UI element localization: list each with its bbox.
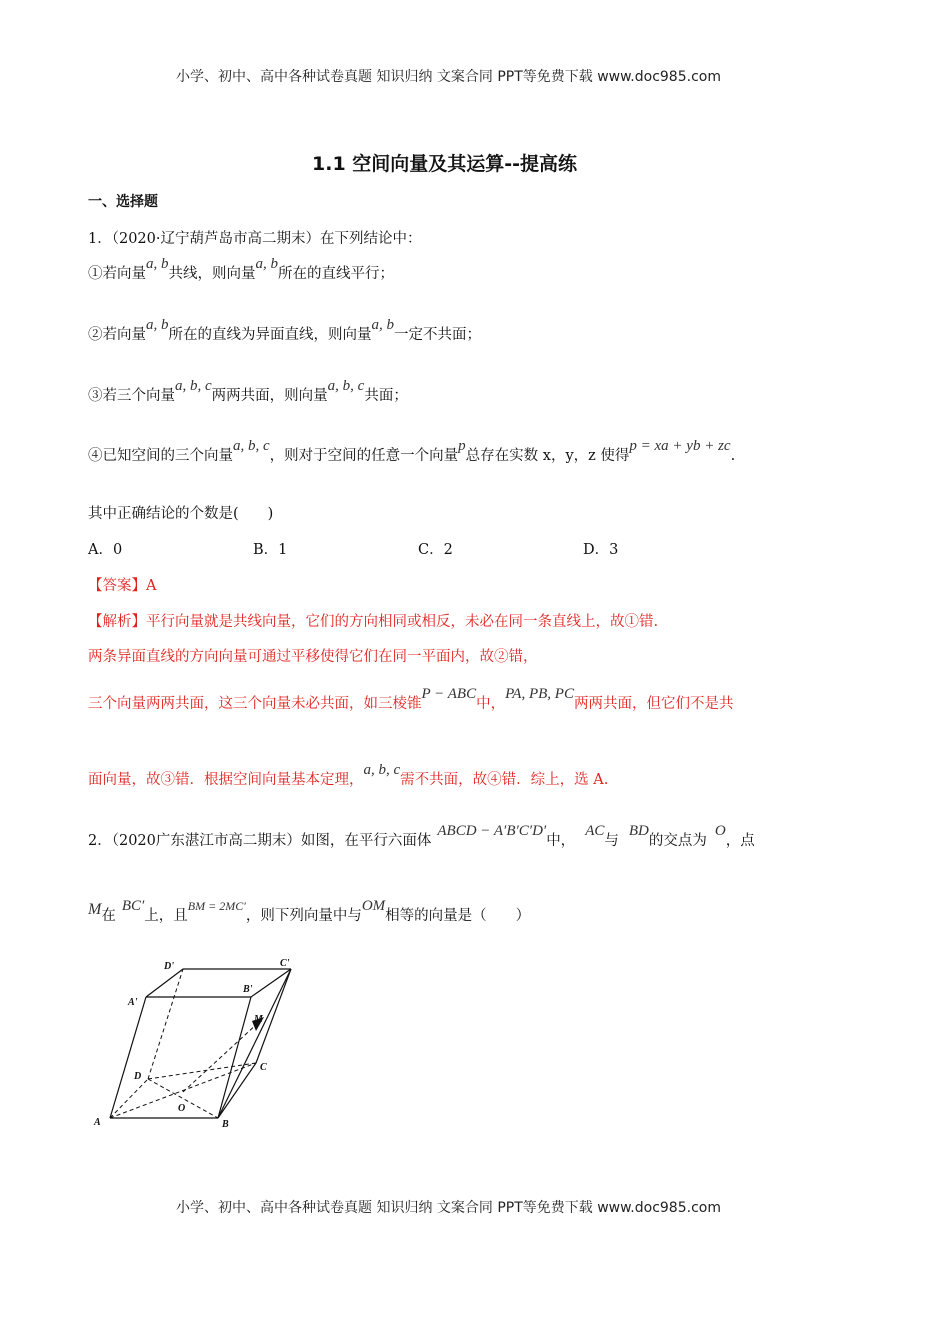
q1-option-d: D．3 [583, 542, 619, 558]
q1-question: 其中正确结论的个数是( ) [88, 506, 274, 522]
label-D1: D' [164, 961, 174, 972]
page-title: 1.1 空间向量及其运算--提高练 [312, 153, 578, 175]
edge-DD1 [148, 969, 183, 1079]
section-heading: 一、选择题 [88, 194, 158, 210]
parallelepiped-figure [88, 955, 308, 1135]
label-O: O [178, 1103, 186, 1114]
edge-DC [148, 1063, 256, 1079]
label-B1: B' [243, 984, 253, 995]
page-header: 小学、初中、高中各种试卷真题 知识归纳 文案合同 PPT等免费下载 www.doc985.com [176, 69, 721, 85]
vector-OM [183, 1023, 258, 1092]
label-C: C [260, 1062, 267, 1073]
q1-statement-1: ①若向量a, b共线，则向量a, b所在的直线平行； [88, 256, 394, 282]
edge-A1D1 [146, 969, 183, 997]
label-D: D [134, 1071, 142, 1082]
edge-BB1 [218, 997, 251, 1118]
q1-analysis-line-1: 【解析】平行向量就是共线向量，它们的方向相同或相反，未必在同一条直线上，故①错. [88, 614, 659, 630]
q1-option-a: A．0 [88, 542, 123, 558]
edge-BC [218, 1063, 256, 1118]
q2-line-2: M在BC′上，且$^{BM = 2MC'}$，则下列向量中与OM相等的向量是（ ） [88, 898, 531, 924]
q1-statement-3: ③若三个向量a, b, c两两共面，则向量a, b, c共面； [88, 378, 408, 404]
label-M: M [254, 1014, 263, 1025]
q1-analysis-line-2: 两条异面直线的方向向量可通过平移使得它们在同一平面内，故②错， [88, 649, 538, 665]
q1-stem: 1．（2020·辽宁葫芦岛市高二期末）在下列结论中： [88, 231, 422, 247]
label-C1: C' [280, 958, 290, 969]
edge-AA1 [110, 997, 146, 1118]
q1-option-c: C．2 [418, 542, 453, 558]
q2-line-1: 2．（2020广东湛江市高二期末）如图，在平行六面体ABCD − A′B′C′D′中，AC与BD的交点为O，点 [88, 823, 755, 849]
q1-analysis-line-3: 三个向量两两共面，这三个向量未必共面，如三棱锥P − ABC中，PA, PB, PC两两共面，但它们不是共 [88, 686, 734, 712]
label-B: B [222, 1119, 229, 1130]
page-footer: 小学、初中、高中各种试卷真题 知识归纳 文案合同 PPT等免费下载 www.doc985.com [176, 1200, 721, 1216]
q1-statement-2: ②若向量a, b所在的直线为异面直线，则向量a, b一定不共面； [88, 317, 481, 343]
label-A1: A' [128, 997, 138, 1008]
segment-BC1 [218, 969, 291, 1118]
label-A: A [94, 1117, 101, 1128]
q1-option-b: B．1 [253, 542, 288, 558]
q1-statement-4: ④已知空间的三个向量a, b, c，则对于空间的任意一个向量p总存在实数 x，y，z 使得p = xa + yb + zc. [88, 438, 736, 464]
q1-answer: 【答案】A [88, 578, 157, 594]
edge-B1C1 [251, 969, 291, 997]
q1-analysis-line-4: 面向量，故③错．根据空间向量基本定理，a, b, c需不共面，故④错．综上，选 A. [88, 762, 609, 788]
